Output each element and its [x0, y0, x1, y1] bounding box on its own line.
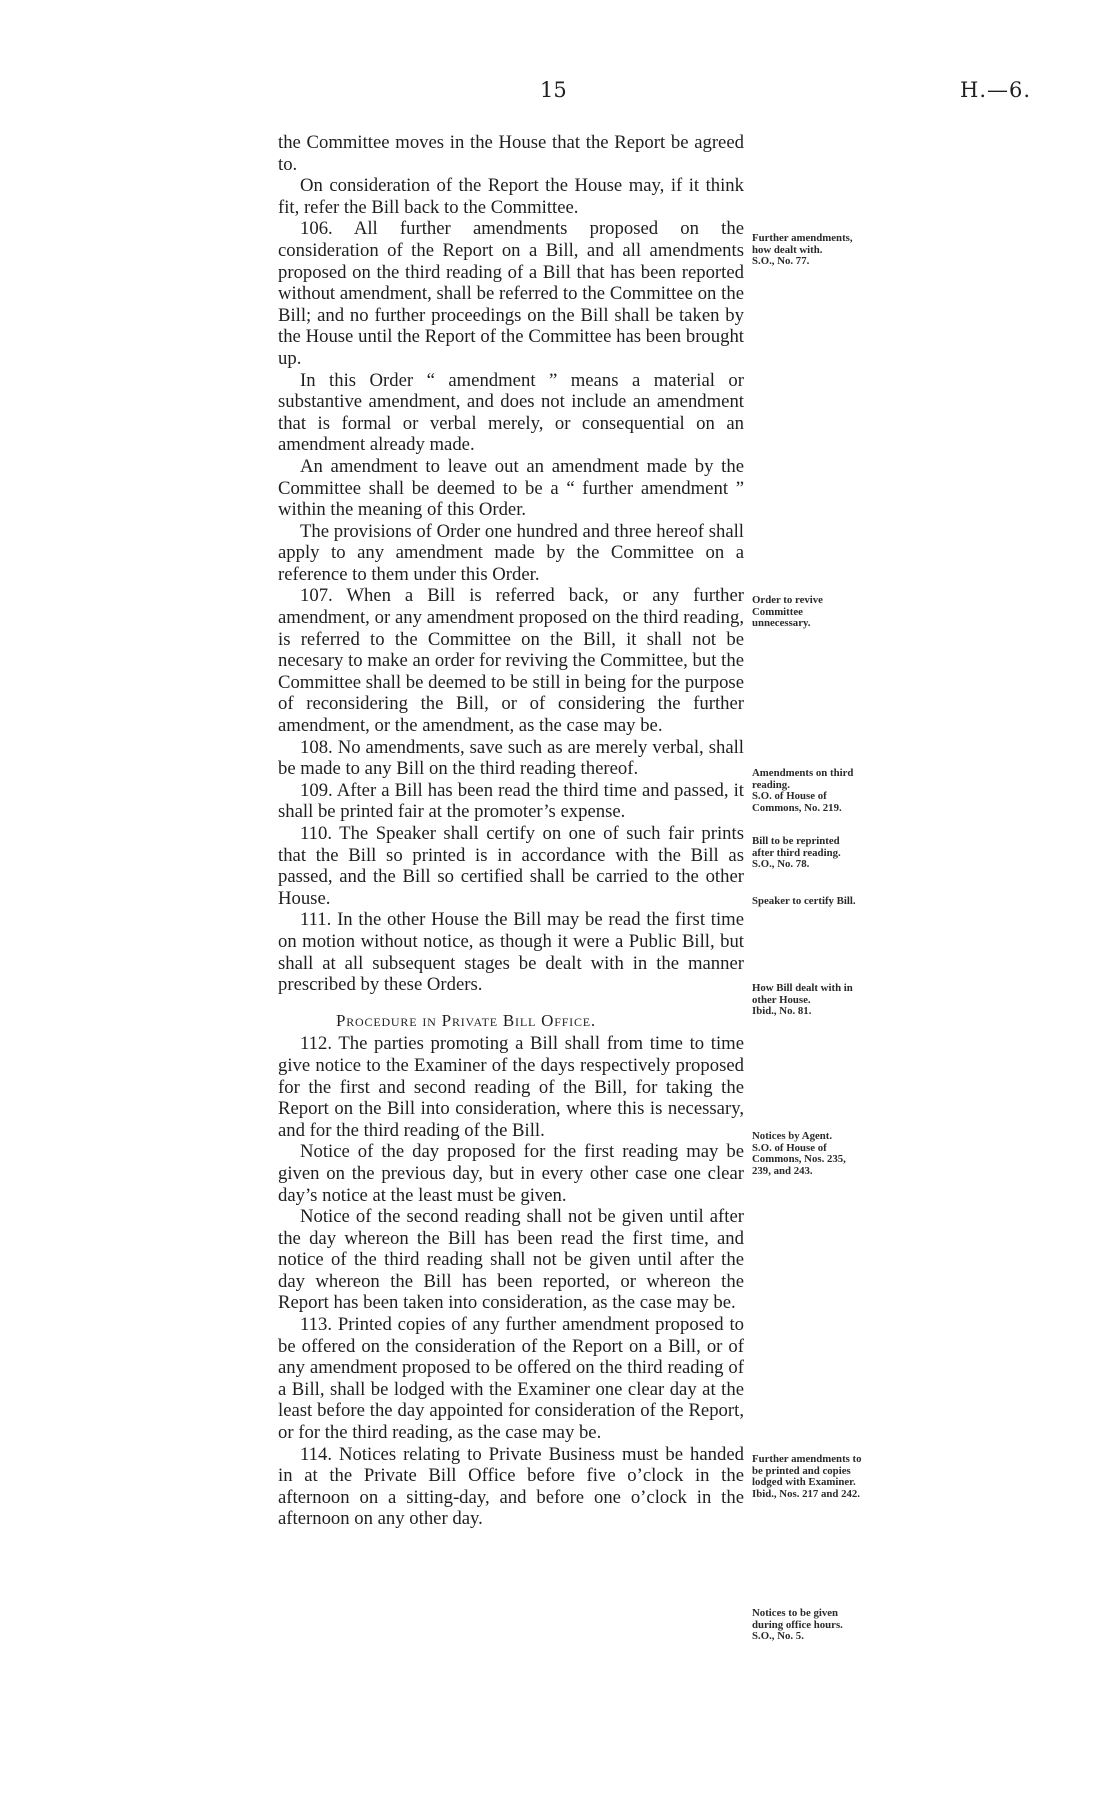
paragraph: An amendment to leave out an amendment made by the Committee shall be deemed to be a “ further amendment ” within the meaning of this Order. [278, 455, 744, 521]
margin-note [752, 1608, 862, 1643]
page-number: 15 [540, 78, 567, 102]
margin-note-source: S.O. of House of Commons, Nos. 235, 239, and 243. [752, 1141, 846, 1177]
paragraph-order-112: 112. The parties promoting a Bill shall from time to time give notice to the Examiner of the days respectively proposed for the first and second reading of the Bill, for taking the Report on the Bill into consideration, where this is necessary, and for the third reading of the Bill. [278, 1033, 744, 1141]
margin-note [752, 983, 862, 1018]
document-reference: H.—6. [960, 78, 1032, 102]
paragraph-order-110: 110. The Speaker shall certify on one of such fair prints that the Bill so printed is in accordance with the Bill as passed, and the Bill so certified shall be carried to the other House. [278, 823, 744, 909]
margin-note-title: Amendments on third reading. [752, 767, 854, 791]
body-text [278, 132, 744, 1530]
margin-note [752, 1454, 862, 1500]
margin-note [752, 595, 862, 630]
margin-note-title: How Bill dealt with in other House. [752, 982, 853, 1006]
paragraph: In this Order “ amendment ” means a material or substantive amendment, and does not include an amendment that is formal or verbal merely, or consequential on an amendment already made. [278, 369, 744, 456]
paragraph-order-114: 114. Notices relating to Private Business must be handed in at the Private Bill Office before five o’clock in the afternoon on a sitting-day, and before one o’clock in the afternoon on any other day. [278, 1443, 744, 1530]
section-heading: Procedure in Private Bill Office. [336, 1010, 596, 1030]
paragraph-order-106: 106. All further amendments proposed on the consideration of the Report on a Bill, and all amendments proposed on the third reading of a Bill that has been reported without amendment, shall be referred to the Committee on the Bill; and no further proceedings on the Bill shall be taken by the House until the Report of the Committee has been brought up. [278, 218, 744, 369]
paragraph-order-113: 113. Printed copies of any further amendment proposed to be offered on the consideration of the Report on a Bill, or of any amendment proposed to be offered on the third reading of a Bill, shall be lodged with the Examiner one clear day at the least before the day appointed for consideration of the Report, or for the third reading, as the case may be. [278, 1314, 744, 1444]
margin-note-title: Further amendments to be printed and copies lodged with Examiner. [752, 1453, 862, 1488]
margin-note-title: Bill to be reprinted after third reading. [752, 835, 841, 859]
margin-note [752, 836, 862, 871]
paragraph: Notice of the second reading shall not be given until after the day whereon the Bill has been read the first time, and notice of the third reading shall not be given until after the day whereon the Bill has been reported, or whereon the Report has been taken into consideration, as the case may be. [278, 1206, 744, 1314]
margin-note-title: Further amendments, how dealt with. [752, 232, 853, 256]
margin-note-source: S.O., No. 78. [752, 858, 810, 870]
margin-note [752, 233, 862, 268]
paragraph-order-107: 107. When a Bill is referred back, or any further amendment, or any amendment proposed on the third reading, is referred to the Committee on the Bill, it shall not be necesary to make an order for reviving the Committee, but the Committee shall be deemed to be still in being for the purpose of reconsidering the Bill, or of considering the further amendment, or the amendment, as the case may be. [278, 585, 744, 737]
margin-note [752, 896, 862, 908]
margin-note-source: S.O., No. 5. [752, 1630, 804, 1642]
paragraph-order-111: 111. In the other House the Bill may be read the first time on motion without notice, as though it were a Public Bill, but shall at all subsequent stages be dealt with in the manner prescribed by these Orders. [278, 909, 744, 996]
paragraph: The provisions of Order one hundred and three hereof shall apply to any amendment made by the Committee on a reference to them under this Order. [278, 520, 744, 585]
margin-note-source: S.O., No. 77. [752, 255, 810, 267]
paragraph: Notice of the day proposed for the first reading may be given on the previous day, but in every other case one clear day’s notice at the least must be given. [278, 1141, 744, 1206]
margin-note-source: Ibid., No. 81. [752, 1005, 812, 1017]
margin-note-title: Notices to be given during office hours. [752, 1607, 843, 1631]
margin-note-source: S.O. of House of Commons, No. 219. [752, 790, 842, 814]
margin-note-title: Order to revive Committee unnecessary. [752, 594, 823, 629]
paragraph: the Committee moves in the House that the Report be agreed to. [278, 132, 744, 175]
margin-note [752, 768, 862, 814]
paragraph: On consideration of the Report the House may, if it think fit, refer the Bill back to the Committee. [278, 175, 744, 218]
paragraph-order-109: 109. After a Bill has been read the third time and passed, it shall be printed fair at the promoter’s expense. [278, 779, 744, 823]
paragraph-order-108: 108. No amendments, save such as are merely verbal, shall be made to any Bill on the third reading thereof. [278, 736, 744, 780]
margin-note-title: Speaker to certify Bill. [752, 895, 856, 907]
margin-note [752, 1131, 862, 1177]
margin-note-title: Notices by Agent. [752, 1130, 833, 1142]
margin-note-source: Ibid., Nos. 217 and 242. [752, 1487, 861, 1500]
